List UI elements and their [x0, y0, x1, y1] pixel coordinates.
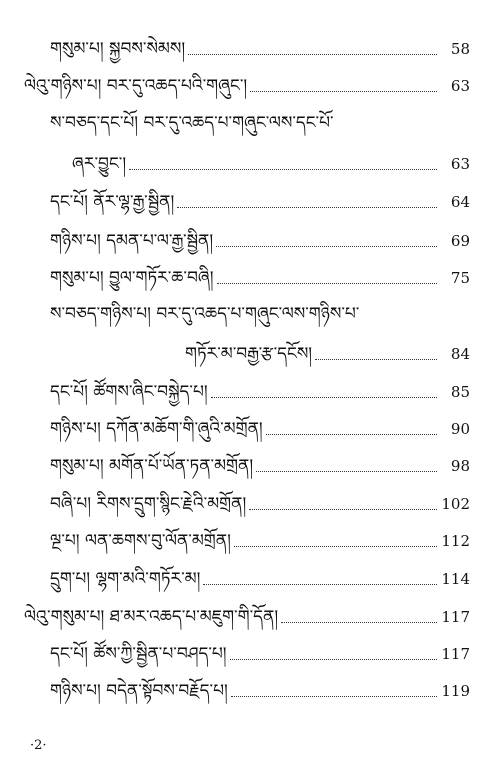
toc-entry-page: 58	[450, 40, 470, 58]
toc-entry-title: དྲུག་པ། ལྷག་མའི་གཏོར་མ།	[50, 569, 201, 589]
toc-entry-page: 75	[450, 269, 470, 287]
dot-leader	[188, 54, 437, 55]
toc-entry-page: 102	[441, 495, 470, 513]
toc-entry-page: 84	[450, 345, 470, 363]
dot-leader	[129, 169, 437, 170]
toc-entry[interactable]	[50, 30, 470, 60]
toc-entry[interactable]	[50, 183, 470, 213]
toc-entry-title: གསུམ་པ། མགོན་པོ་ཡོན་ཏན་མགྲོན།	[50, 456, 254, 476]
toc-entry-page: 63	[450, 77, 470, 95]
toc-entry[interactable]	[50, 485, 470, 515]
dot-leader	[216, 246, 437, 247]
dot-leader	[211, 397, 437, 398]
page-number: ·2·	[30, 738, 47, 753]
toc-entry[interactable]	[50, 410, 470, 440]
toc-entry-title: བཞི་པ། རིགས་དྲུག་སྙིང་རྗེའི་མགྲོན།	[50, 494, 247, 514]
toc-entry-page: 117	[441, 645, 470, 663]
toc-entry-page: 69	[450, 232, 470, 250]
dot-leader	[231, 696, 437, 697]
toc-entry[interactable]	[72, 145, 470, 175]
toc-entry-page: 63	[450, 155, 470, 173]
dot-leader	[249, 509, 437, 510]
toc-entry[interactable]	[50, 672, 470, 702]
toc-entry-title: དང་པོ། ཚོགས་ཞིང་བསྐྱེད་པ།	[50, 382, 208, 402]
dot-leader	[217, 283, 437, 284]
toc-entry-title-line1: ས་བཅད་དང་པོ། བར་དུ་འཆད་པ་གཞུང་ལས་དང་པོ་	[50, 113, 334, 133]
toc-entry-page: 119	[441, 682, 470, 700]
dot-leader	[203, 584, 437, 585]
toc-entry-page: 117	[441, 608, 470, 626]
toc-entry-title: དང་པོ། ནོར་ལྷ་རྒྱ་སྦྱིན།	[50, 192, 175, 212]
toc-entry-title: གཏོར་མ་བརྒྱ་རྩ་དངོས།	[185, 344, 313, 364]
toc-entry-page: 90	[450, 420, 470, 438]
toc-entry-title: ལྔ་པ། ལན་ཆགས་བུ་ལོན་མགྲོན།	[50, 531, 231, 551]
toc-entry[interactable]	[185, 335, 470, 365]
toc-entry[interactable]	[50, 560, 470, 590]
toc-entry[interactable]	[50, 447, 470, 477]
toc-entry-page: 98	[450, 457, 470, 475]
toc-entry-page: 64	[450, 193, 470, 211]
toc-entry-title: ལེའུ་གཉིས་པ། བར་དུ་འཆད་པའི་གཞུང་།	[24, 76, 248, 96]
toc-entry-title: ཞར་བྱུང་།	[72, 154, 127, 174]
toc-entry[interactable]	[24, 598, 470, 628]
toc-entry-title: གཉིས་པ། དམན་པ་ལ་རྒྱ་སྦྱིན།	[50, 231, 214, 251]
toc-entry-title-line1: ས་བཅད་གཉིས་པ། བར་དུ་འཆད་པ་གཞུང་ལས་གཉིས་པ་	[50, 304, 360, 324]
toc-entry-title: གཉིས་པ། དཀོན་མཆོག་གི་ཞུའི་མགྲོན།	[50, 419, 263, 439]
toc-entry-title: དང་པོ། ཚོས་ཀྱི་སྦྱིན་པ་བཤད་པ།	[50, 644, 227, 664]
toc-entry-title: གསུམ་པ། སྐྱབས་སེམས།	[50, 39, 186, 59]
dot-leader	[250, 91, 437, 92]
dot-leader	[177, 207, 437, 208]
dot-leader	[315, 359, 437, 360]
toc-entry[interactable]	[50, 222, 470, 252]
toc-entry[interactable]	[50, 522, 470, 552]
toc-entry[interactable]	[24, 67, 470, 97]
toc-entry-page: 112	[441, 532, 470, 550]
toc-entry-page: 85	[450, 383, 470, 401]
toc-entry-title: ལེའུ་གསུམ་པ། ཐ་མར་འཆད་པ་མཇུག་གི་དོན།	[24, 607, 279, 627]
toc-entry[interactable]	[50, 373, 470, 403]
toc-entry[interactable]	[50, 635, 470, 665]
toc-entry-title: གསུམ་པ། བྱུལ་གཏོར་ཆ་བཞི།	[50, 268, 214, 288]
toc-entry-title: གཉིས་པ། བདེན་སྟོབས་བརྗོད་པ།	[50, 681, 228, 701]
dot-leader	[281, 622, 437, 623]
toc-entry-page: 114	[441, 570, 470, 588]
dot-leader	[266, 434, 437, 435]
dot-leader	[234, 546, 437, 547]
dot-leader	[256, 471, 437, 472]
dot-leader	[230, 659, 437, 660]
toc-entry[interactable]	[50, 259, 470, 289]
